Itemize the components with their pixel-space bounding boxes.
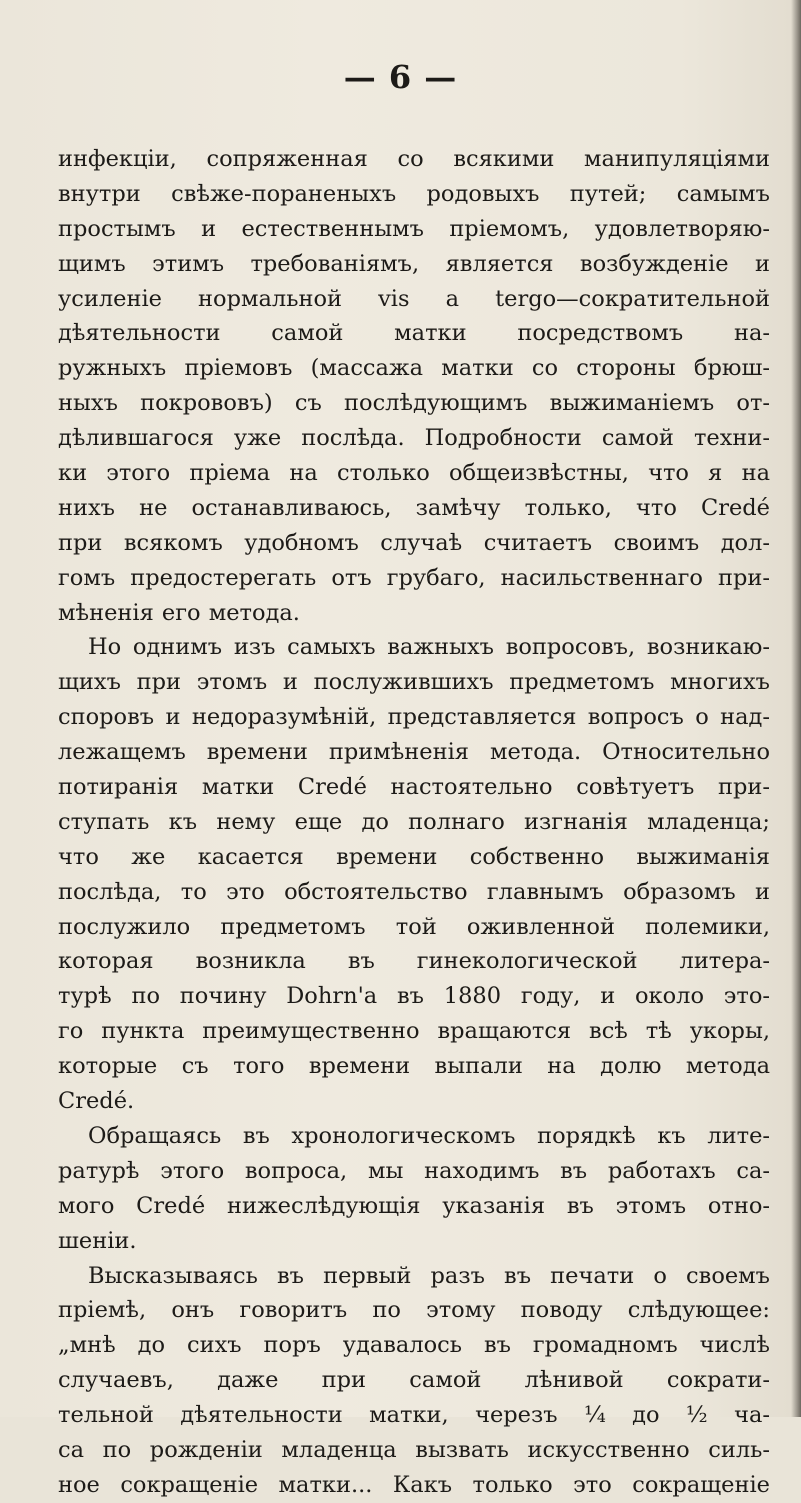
text-line: дѣятельности самой матки посредствомъ на-	[58, 320, 770, 347]
text-line: щимъ этимъ требованіямъ, является возбужденіе и	[58, 250, 770, 277]
text-line: нихъ не останавливаюсь, замѣчу только, что Credé	[58, 494, 770, 521]
text-line: послужило предметомъ той оживленной полемики,	[58, 913, 770, 940]
text-line: которая возникла въ гинекологической литера-	[58, 948, 770, 975]
text-line: инфекціи, сопряженная со всякими манипуляціями	[58, 146, 770, 172]
text-line: ратурѣ этого вопроса, мы находимъ въ работахъ са-	[58, 1157, 770, 1184]
text-line: простымъ и естественнымъ пріемомъ, удовлетворяю-	[58, 215, 770, 242]
text-line: ки этого пріема на столько общеизвѣстны, что я на	[58, 460, 770, 487]
text-line: щихъ при этомъ и послужившихъ предметомъ многихъ	[58, 669, 770, 696]
body-text	[58, 142, 770, 1503]
text-line: ныхъ покрововъ) съ послѣдующимъ выжиманіемъ от-	[58, 390, 770, 417]
text-line: дѣлившагося уже послѣда. Подробности самой техни-	[58, 425, 770, 452]
text-line: го пункта преимущественно вращаются всѣ тѣ укоры,	[58, 1018, 770, 1045]
text-line: шеніи.	[58, 1227, 137, 1254]
text-line: усиленіе нормальной vis a tergo—сократительной	[58, 285, 770, 312]
text-line: са по рожденіи младенца вызвать искусственно силь-	[58, 1436, 770, 1463]
text-line: потиранія матки Credé настоятельно совѣтуетъ при-	[58, 774, 770, 801]
text-line: гомъ предостерегать отъ грубаго, насильственнаго при-	[58, 564, 770, 591]
text-line: которые съ того времени выпали на долю метода	[58, 1053, 770, 1080]
text-line: при всякомъ удобномъ случаѣ считаетъ своимъ дол-	[58, 529, 770, 556]
text-line: Высказываясь въ первый разъ въ печати о своемъ	[88, 1262, 770, 1289]
page-edge-shadow	[791, 0, 801, 1417]
text-line: ружныхъ пріемовъ (массажа матки со стороны брюш-	[58, 355, 770, 382]
text-line: ступать къ нему еще до полнаго изгнанія младенца;	[58, 808, 770, 835]
text-line: ное сокращеніе матки... Какъ только это сокращеніе	[58, 1471, 770, 1498]
text-line: внутри свѣже-пораненыхъ родовыхъ путей; самымъ	[58, 180, 770, 207]
text-line: Но однимъ изъ самыхъ важныхъ вопросовъ, возникаю-	[88, 634, 770, 661]
text-line: случаевъ, даже при самой лѣнивой сократи-	[58, 1367, 770, 1394]
text-line: лежащемъ времени примѣненія метода. Относительно	[58, 739, 770, 766]
text-line: Обращаясь въ хронологическомъ порядкѣ къ лите-	[88, 1122, 770, 1149]
text-line: что же касается времени собственно выжиманія	[58, 843, 770, 870]
text-line: турѣ по почину Dohrn'а въ 1880 году, и около это-	[58, 983, 770, 1010]
text-line: тельной дѣятельности матки, черезъ ¼ до ½ ча-	[58, 1402, 770, 1429]
text-line: пріемѣ, онъ говоритъ по этому поводу слѣдующее:	[58, 1297, 770, 1324]
text-line: Credé.	[58, 1088, 135, 1115]
text-line: споровъ и недоразумѣній, представляется вопросъ о над-	[58, 704, 770, 731]
page-number: — 6 —	[343, 58, 458, 96]
text-line: мого Credé нижеслѣдующія указанія въ этомъ отно-	[58, 1192, 770, 1219]
text-line: „мнѣ до сихъ поръ удавалось въ громадномъ числѣ	[58, 1332, 770, 1359]
text-line: послѣда, то это обстоятельство главнымъ образомъ и	[58, 878, 770, 905]
text-line: мѣненія его метода.	[58, 599, 300, 626]
